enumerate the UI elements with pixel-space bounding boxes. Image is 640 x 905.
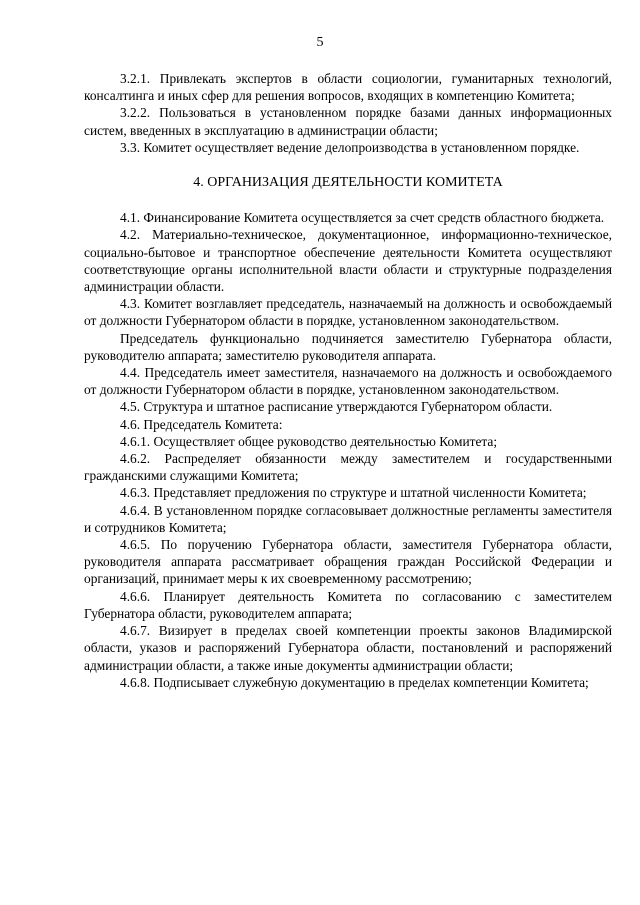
document-body — [84, 70, 612, 691]
paragraph-4-6-3: 4.6.3. Представляет предложения по структуре и штатной численности Комитета; — [120, 485, 587, 501]
paragraph-3-2-1: 3.2.1. Привлекать экспертов в области социологии, гуманитарных технологий, консалтинга и иных сфер для решения вопросов, входящих в компетенцию Комитета; — [84, 71, 612, 104]
paragraph-4-3: 4.3. Комитет возглавляет председатель, назначаемый на должность и освобождаемый от должности Губернатором области в порядке, установленном законодательством. — [84, 296, 612, 329]
paragraph-4-6-1: 4.6.1. Осуществляет общее руководство деятельностью Комитета; — [120, 433, 498, 449]
page-number: 5 — [316, 35, 324, 50]
paragraph-4-6-2: 4.6.2. Распределяет обязанности между заместителем и государственными гражданскими служащими Комитета; — [84, 451, 612, 484]
paragraph-4-6-6: 4.6.6. Планирует деятельность Комитета по согласованию с заместителем Губернатора области, руководителем аппарата; — [84, 588, 612, 621]
paragraph-4-6-4: 4.6.4. В установленном порядке согласовывает должностные регламенты заместителя и сотрудников Комитета; — [84, 502, 612, 535]
paragraph-4-6-5: 4.6.5. По поручению Губернатора области, заместителя Губернатора области, руководителя аппарата рассматривает обращения граждан Российской Федерации и организаций, принимает меры к их своевременному рассмотрению; — [84, 537, 612, 587]
paragraph-4-2: 4.2. Материально-техническое, документационное, информационно-техническое, социально-бытовое и транспортное обеспечение деятельности Комитета осуществляют соответствующие органы исполнительной власти области и структурные подразделения администрации области. — [84, 227, 612, 295]
paragraph-3-3: 3.3. Комитет осуществляет ведение делопроизводства в установленном порядке. — [120, 139, 580, 155]
paragraph-4-1: 4.1. Финансирование Комитета осуществляется за счет средств областного бюджета. — [120, 210, 605, 226]
paragraph-4-6-8: 4.6.8. Подписывает служебную документацию в пределах компетенции Комитета; — [120, 674, 589, 690]
paragraph-4-5: 4.5. Структура и штатное расписание утверждаются Губернатором области. — [120, 399, 553, 415]
paragraph-3-2-2: 3.2.2. Пользоваться в установленном порядке базами данных информационных систем, введенных в эксплуатацию в администрации области; — [84, 105, 612, 138]
paragraph-4-6: 4.6. Председатель Комитета: — [120, 416, 283, 432]
paragraph-4-6-7: 4.6.7. Визирует в пределах своей компетенции проекты законов Владимирской области, указов и распоряжений Губернатора области, постановлений и распоряжений администрации области, а также иные документы администрации области; — [84, 623, 612, 673]
section-heading: 4. ОРГАНИЗАЦИЯ ДЕЯТЕЛЬНОСТИ КОМИТЕТА — [193, 175, 503, 191]
paragraph-4-4: 4.4. Председатель имеет заместителя, назначаемого на должность и освобождаемого от должности Губернатором области в порядке, установленном законодательством. — [84, 365, 612, 398]
paragraph-chairman-subordination: Председатель функционально подчиняется заместителю Губернатора области, руководителю аппарата; заместителю руководителя аппарата. — [84, 330, 612, 363]
